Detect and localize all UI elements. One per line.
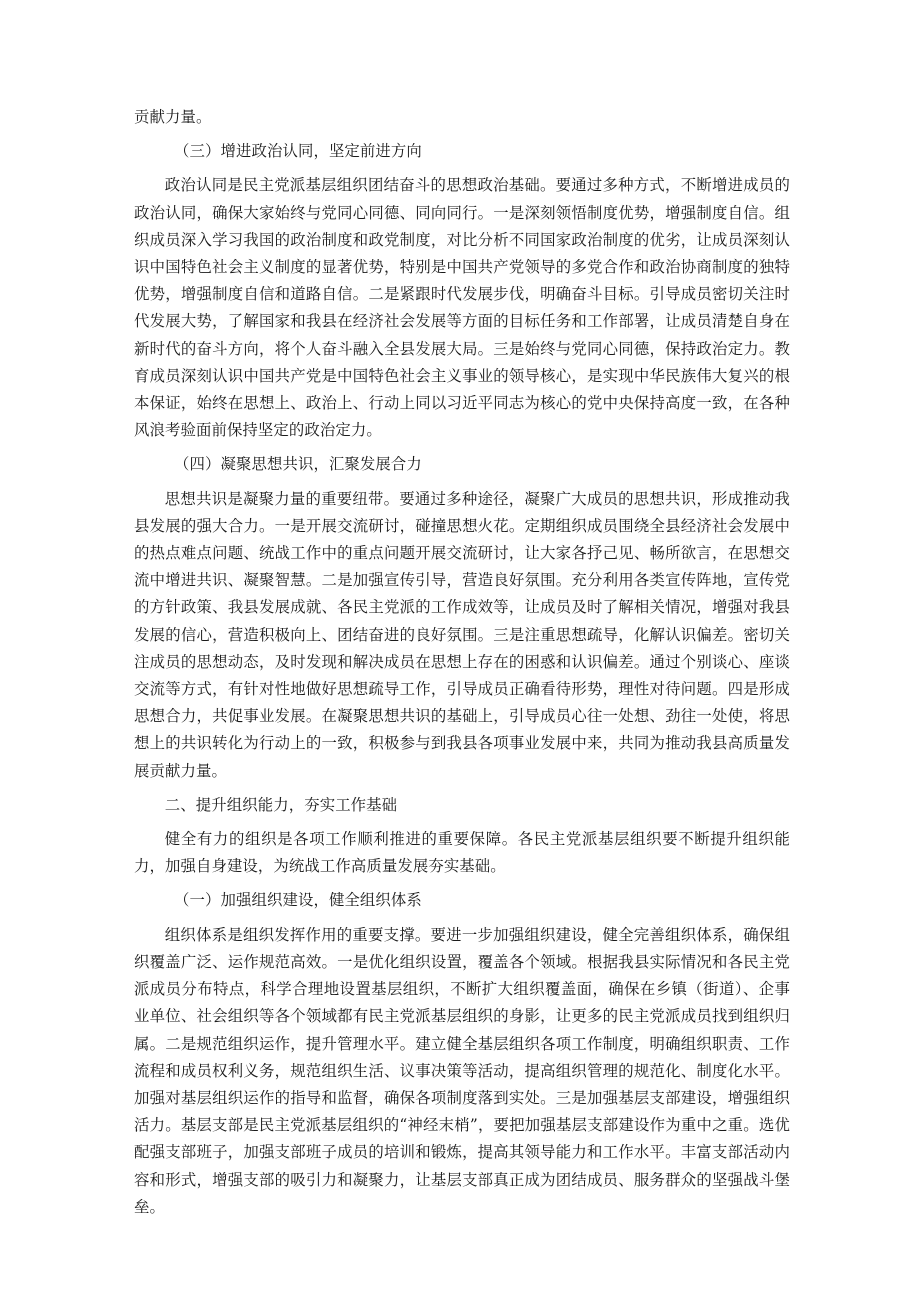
section-body-2-1: 组织体系是组织发挥作用的重要支撑。要进一步加强组织建设，健全完善组织体系，确保组织覆盖广泛、运作规范高效。一是优化组织设置，覆盖各个领域。根据我县实际情况和各民主党派成员分布特点，科学合理地设置基层组织，不断扩大组织覆盖面，确保在乡镇（街道）、企事业单位、社会组织等各个领域都有民主党派基层组织的身影，让更多的民主党派成员找到组织归属。二是规范组织运作，提升管理水平。建立健全基层组织各项工作制度，明确组织职责、工作流程和成员权利义务，规范组织生活、议事决策等活动，提高组织管理的规范化、制度化水平。加强对基层组织运作的指导和监督，确保各项制度落到实处。三是加强基层支部建设，增强组织活力。基层支部是民主党派基层组织的“神经末梢”，要把加强基层支部建设作为重中之重。选优配强支部班子，加强支部班子成员的培训和锻炼，提高其领导能力和工作水平。丰富支部活动内容和形式，增强支部的吸引力和凝聚力，让基层支部真正成为团结成员、服务群众的坚强战斗堡垒。: [134, 925, 790, 1216]
part-heading-2: 二、提升组织能力，夯实工作基础: [164, 795, 398, 814]
part-body-2: 健全有力的组织是各项工作顺利推进的重要保障。各民主党派基层组织要不断提升组织能力，加强自身建设，为统战工作高质量发展夯实基础。: [134, 830, 790, 876]
section-heading-4: （四）凝聚思想共识，汇聚发展合力: [174, 455, 422, 474]
section-body-4: 思想共识是凝聚力量的重要纽带。要通过多种途径，凝聚广大成员的思想共识，形成推动我县发展的强大合力。一是开展交流研讨，碰撞思想火花。定期组织成员围绕全县经济社会发展中的热点难点问题、统战工作中的重点问题开展交流研讨，让大家各抒己见、畅所欲言，在思想交流中增进共识、凝聚智慧。二是加强宣传引导，营造良好氛围。充分利用各类宣传阵地，宣传党的方针政策、我县发展成就、各民主党派的工作成效等，让成员及时了解相关情况，增强对我县发展的信心，营造积极向上、团结奋进的良好氛围。三是注重思想疏导，化解认识偏差。密切关注成员的思想动态，及时发现和解决成员在思想上存在的困惑和认识偏差。通过个别谈心、座谈交流等方式，有针对性地做好思想疏导工作，引导成员正确看待形势，理性对待问题。四是形成思想合力，共促事业发展。在凝聚思想共识的基础上，引导成员心往一处想、劲往一处使，将思想上的共识转化为行动上的一致，积极参与到我县各项事业发展中来，共同为推动我县高质量发展贡献力量。: [134, 489, 790, 780]
paragraph-continuation: 贡献力量。: [134, 108, 212, 126]
section-heading-2-1: （一）加强组织建设，健全组织体系: [174, 891, 422, 910]
section-body-3: 政治认同是民主党派基层组织团结奋斗的思想政治基础。要通过多种方式，不断增进成员的政治认同，确保大家始终与党同心同德、同向同行。一是深刻领悟制度优势，增强制度自信。组织成员深入学习我国的政治制度和政党制度，对比分析不同国家政治制度的优劣，让成员深刻认识中国特色社会主义制度的显著优势，特别是中国共产党领导的多党合作和政治协商制度的独特优势，增强制度自信和道路自信。二是紧跟时代发展步伐，明确奋斗目标。引导成员密切关注时代发展大势，了解国家和我县在经济社会发展等方面的目标任务和工作部署，让成员清楚自身在新时代的奋斗方向，将个人奋斗融入全县发展大局。三是始终与党同心同德，保持政治定力。教育成员深刻认识中国共产党是中国特色社会主义事业的领导核心，是实现中华民族伟大复兴的根本保证，始终在思想上、政治上、行动上同以习近平同志为核心的党中央保持高度一致，在各种风浪考验面前保持坚定的政治定力。: [134, 176, 790, 440]
section-heading-3: （三）增进政治认同，坚定前进方向: [174, 142, 422, 161]
document-page: [134, 104, 790, 1221]
